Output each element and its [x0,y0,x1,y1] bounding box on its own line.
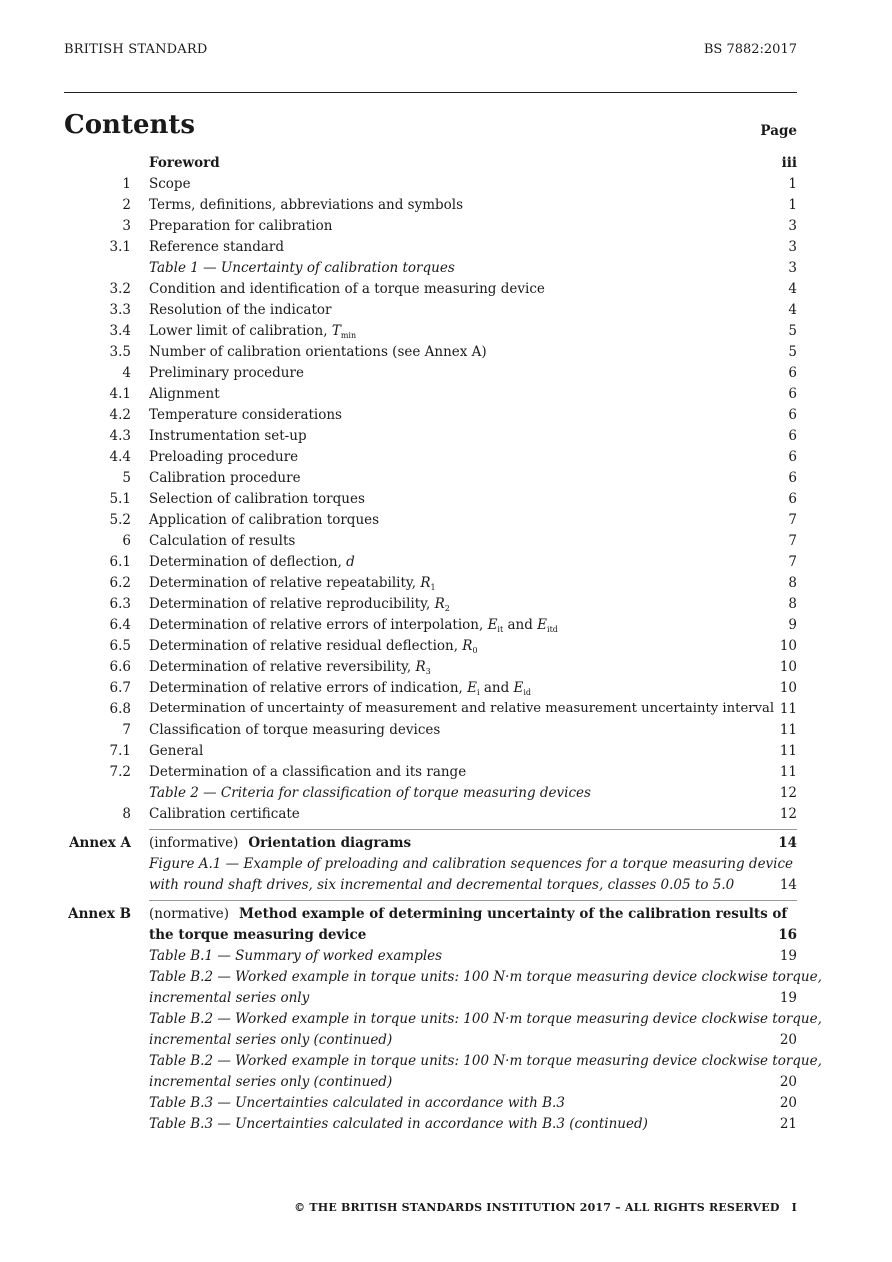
toc-entry-annex-b-continued[interactable] [64,925,797,946]
footer-copyright: © THE BRITISH STANDARDS INSTITUTION 2017 – ALL RIGHTS RESERVED [294,1201,780,1214]
toc-entry-page: 11 [779,701,797,717]
toc-entry-text [149,906,788,922]
toc-entry-page: 19 [779,990,797,1006]
toc-entry-text [149,323,764,340]
toc-entry-7[interactable] [64,720,797,741]
toc-entry-number: 3.1 [109,239,131,255]
annex-divider [149,829,797,830]
toc-entry-foreword[interactable] [64,153,797,174]
toc-entry-table-2[interactable] [64,783,797,804]
footer-page-number: I [791,1201,797,1214]
toc-entry-6-5[interactable] [64,636,797,657]
toc-entry-text: Scope [149,176,191,192]
toc-entry-text: Calculation of results [149,533,296,549]
toc-entry-table-b2-continued[interactable] [64,988,797,1009]
toc-entry-symbol: T [331,323,341,339]
toc-entry-number: 6.6 [109,659,131,675]
toc-entry-text: Preloading procedure [149,449,299,465]
toc-entry-text: incremental series only [149,990,310,1006]
toc-entry-number: 6.2 [109,575,131,591]
toc-entry-page: 6 [788,470,797,486]
toc-entry-6-2[interactable] [64,573,797,594]
toc-entry-page: 16 [778,927,797,943]
toc-entry-page: 12 [779,806,797,822]
toc-entry-text: Table B.3 — Uncertainties calculated in accordance with B.3 (continued) [149,1116,648,1132]
toc-entry-figure-a1[interactable] [64,854,797,875]
toc-entry-symbol: R [415,659,426,675]
annex-title: the torque measuring device [149,927,367,943]
toc-entry-number: 3.5 [109,344,131,360]
toc-entry-text: Table 2 — Criteria for classification of torque measuring devices [149,785,591,801]
toc-entry-text: Terms, definitions, abbreviations and symbols [149,197,464,213]
toc-entry-text: incremental series only (continued) [149,1032,393,1048]
toc-entry-number: 4.3 [109,428,131,444]
toc-entry-number: Annex A [69,835,131,851]
toc-entry-text: Calibration procedure [149,470,301,486]
toc-entry-text: Alignment [149,386,220,402]
toc-entry-page: 6 [788,365,797,381]
toc-entry-6-3[interactable] [64,594,797,615]
toc-entry-page: 1 [788,197,797,213]
toc-entry-number: 7.2 [109,764,131,780]
toc-entry-6-4[interactable] [64,615,797,636]
toc-entry-page: 5 [788,344,797,360]
toc-entry-text [149,659,764,676]
toc-entry-number: 5.1 [109,491,131,507]
toc-entry-subscript-2: itd [547,625,558,634]
toc-entry-symbol: R [434,596,445,612]
toc-entry-number: 6.8 [109,701,131,717]
toc-entry-4-4[interactable] [64,447,797,468]
toc-entry-number: 6.3 [109,596,131,612]
toc-entry-table-b2-cont-1[interactable] [64,1009,822,1030]
toc-entry-table-b2-cont-2[interactable] [64,1051,822,1072]
toc-entry-text-main: Determination of relative repeatability, [149,575,421,591]
toc-entry-text [149,638,764,655]
toc-entry-page: 6 [788,407,797,423]
toc-entry-number: 7.1 [109,743,131,759]
toc-entry-table-b3[interactable] [64,1093,797,1114]
toc-entry-text: Table B.2 — Worked example in torque units: 100 N·m torque measuring device clockwise torque, [149,969,822,985]
toc-entry-page: 9 [788,617,797,633]
toc-entry-page: 11 [779,764,797,780]
toc-entry-symbol: E [467,680,477,696]
toc-entry-8[interactable] [64,804,797,825]
toc-entry-number: 8 [122,806,131,822]
toc-entry-subscript: 1 [430,583,436,592]
toc-entry-text: Foreword [149,155,220,171]
toc-entry-table-1[interactable] [64,258,797,279]
toc-entry-conjunction: and [479,680,514,696]
toc-entry-5-2[interactable] [64,510,797,531]
toc-entry-4-2[interactable] [64,405,797,426]
toc-entry-text: Figure A.1 — Example of preloading and calibration sequences for a torque measuring device [149,856,794,872]
toc-entry-text: Selection of calibration torques [149,491,365,507]
toc-entry-text: General [149,743,204,759]
toc-entry-annex-a[interactable] [64,833,797,854]
toc-entry-page: 14 [779,877,797,893]
toc-entry-page: 14 [778,835,797,851]
header-rule [64,92,797,93]
toc-entry-table-b1[interactable] [64,946,797,967]
annex-title: Method example of determining uncertainty of the calibration results of [239,906,788,922]
toc-entry-symbol-2: E [513,680,524,696]
toc-entry-text: Application of calibration torques [149,512,380,528]
toc-entry-subscript: 2 [444,604,450,613]
toc-entry-number: 6.1 [109,554,131,570]
toc-entry-table-b3-continued[interactable] [64,1114,797,1135]
toc-entry-page: iii [781,155,797,171]
toc-entry-number: 3.2 [109,281,131,297]
toc-entry-conjunction: and [503,617,538,633]
toc-entry-5[interactable] [64,468,797,489]
toc-entry-symbol: R [420,575,431,591]
toc-entry-1[interactable] [64,174,797,195]
toc-entry-table-b2[interactable] [64,967,822,988]
toc-entry-text: Condition and identification of a torque measuring device [149,281,545,297]
toc-entry-text [149,575,764,592]
toc-entry-page: 10 [779,659,797,675]
toc-entry-text: Table B.1 — Summary of worked examples [149,948,443,964]
toc-entry-page: 6 [788,386,797,402]
toc-entry-page: 6 [788,449,797,465]
toc-entry-text: Table B.2 — Worked example in torque units: 100 N·m torque measuring device clockwise torque, [149,1053,822,1069]
toc-entry-3-1[interactable] [64,237,797,258]
toc-entry-subscript: it [497,625,504,634]
toc-entry-subscript: min [340,331,357,340]
toc-entry-page: 1 [788,176,797,192]
toc-entry-number: 4.2 [109,407,131,423]
toc-entry-number: 2 [122,197,131,213]
toc-entry-page: 7 [788,533,797,549]
toc-entry-text [149,927,764,943]
toc-entry-7-1[interactable] [64,741,797,762]
toc-entry-page: 12 [779,785,797,801]
annex-type: (informative) [149,835,239,851]
toc-entry-number: 5.2 [109,512,131,528]
toc-entry-page: 20 [779,1095,797,1111]
toc-entry-page: 20 [779,1032,797,1048]
toc-entry-6-7[interactable] [64,678,797,699]
toc-entry-text: Temperature considerations [149,407,342,423]
toc-entry-number: 3.4 [109,323,131,339]
toc-entry-subscript: 0 [472,646,478,655]
toc-entry-number: 6.7 [109,680,131,696]
toc-entry-5-1[interactable] [64,489,797,510]
toc-entry-text-main: Determination of relative errors of indication, [149,680,468,696]
toc-entry-number: 4.1 [109,386,131,402]
toc-entry-7-2[interactable] [64,762,797,783]
toc-entry-text: Determination of a classification and its range [149,764,467,780]
page-title: Contents [64,110,196,140]
toc-entry-6-6[interactable] [64,657,797,678]
toc-entry-text [149,835,764,851]
toc-entry-annex-b[interactable] [64,904,797,925]
toc-entry-page: 11 [779,722,797,738]
toc-entry-text-main: Lower limit of calibration, [149,323,332,339]
toc-entry-text: Table B.2 — Worked example in torque units: 100 N·m torque measuring device clockwise torque, [149,1011,822,1027]
toc-entry-2[interactable] [64,195,797,216]
toc-entry-page: 19 [779,948,797,964]
toc-entry-text: with round shaft drives, six incremental and decremental torques, classes 0.05 to 5.0 [149,877,735,893]
toc-entry-symbol: R [462,638,473,654]
toc-entry-page: 10 [779,680,797,696]
toc-entry-number: 7 [122,722,131,738]
toc-entry-subscript-2: id [523,688,532,697]
toc-entry-text: Preliminary procedure [149,365,304,381]
toc-entry-text [149,680,764,697]
header-document-number: BS 7882:2017 [703,42,797,57]
toc-entry-number: 5 [122,470,131,486]
toc-entry-6[interactable] [64,531,797,552]
toc-entry-page: 6 [788,428,797,444]
toc-entry-text-main: Determination of relative reproducibility, [149,596,435,612]
toc-entry-text: Instrumentation set-up [149,428,307,444]
toc-entry-page: 3 [788,218,797,234]
toc-entry-page: 3 [788,239,797,255]
toc-entry-number: 3.3 [109,302,131,318]
toc-entry-page: 8 [788,596,797,612]
toc-entry-text [149,617,764,634]
toc-entry-text: Resolution of the indicator [149,302,332,318]
toc-entry-text: Classification of torque measuring devices [149,722,441,738]
toc-entry-text: Preparation for calibration [149,218,333,234]
toc-entry-page: 8 [788,575,797,591]
toc-entry-4-3[interactable] [64,426,797,447]
toc-entry-number: 4.4 [109,449,131,465]
toc-entry-symbol: d [346,554,355,570]
toc-entry-text: Determination of uncertainty of measurement and relative measurement uncertainty interval [149,701,775,716]
toc-entry-text-main: Determination of deflection, [149,554,347,570]
toc-entry-number: 6.4 [109,617,131,633]
toc-entry-page: 5 [788,323,797,339]
toc-entry-text: Table 1 — Uncertainty of calibration torques [149,260,455,276]
toc-entry-symbol-2: E [537,617,548,633]
toc-entry-number: 6.5 [109,638,131,654]
toc-entry-number: 3 [122,218,131,234]
toc-entry-page: 11 [779,743,797,759]
toc-entry-text: Table B.3 — Uncertainties calculated in accordance with B.3 [149,1095,565,1111]
toc-entry-figure-a1-continued[interactable] [64,875,797,896]
toc-entry-table-b2-cont-1-line-2[interactable] [64,1030,797,1051]
toc-entry-text-main: Determination of relative residual deflection, [149,638,463,654]
toc-entry-6-1[interactable] [64,552,797,573]
toc-entry-page: 4 [788,281,797,297]
toc-entry-text [149,554,764,570]
toc-entry-number: Annex B [68,906,131,922]
toc-entry-subscript: 3 [425,667,431,676]
toc-entry-number: 6 [122,533,131,549]
toc-entry-symbol: E [487,617,498,633]
toc-entry-page: 4 [788,302,797,318]
toc-entry-4[interactable] [64,363,797,384]
toc-entry-3-5[interactable] [64,342,797,363]
toc-entry-text-main: Determination of relative reversibility, [149,659,416,675]
toc-entry-text: incremental series only (continued) [149,1074,393,1090]
toc-entry-text: Reference standard [149,239,284,255]
toc-entry-page: 20 [779,1074,797,1090]
table-of-contents [64,153,822,1135]
header-standard-label: BRITISH STANDARD [64,42,208,57]
toc-entry-page: 21 [779,1116,797,1132]
toc-entry-page: 10 [779,638,797,654]
toc-entry-3-3[interactable] [64,300,797,321]
toc-entry-3-4[interactable] [64,321,797,342]
toc-entry-number: 4 [122,365,131,381]
toc-entry-4-1[interactable] [64,384,797,405]
toc-entry-subscript: i [476,688,480,697]
annex-type: (normative) [149,906,230,922]
toc-entry-3[interactable] [64,216,797,237]
toc-entry-text: Number of calibration orientations (see Annex A) [149,344,487,360]
annex-divider [149,900,797,901]
page-footer [294,1201,797,1214]
toc-entry-text: Calibration certificate [149,806,300,822]
annex-title: Orientation diagrams [248,835,412,851]
toc-entry-page: 7 [788,554,797,570]
toc-entry-6-8[interactable] [64,699,797,720]
toc-entry-3-2[interactable] [64,279,797,300]
toc-entry-number: 1 [122,176,131,192]
toc-entry-page: 3 [788,260,797,276]
toc-entry-page: 6 [788,491,797,507]
toc-entry-table-b2-cont-2-line-2[interactable] [64,1072,797,1093]
toc-entry-text-main: Determination of relative errors of interpolation, [149,617,488,633]
toc-entry-page: 7 [788,512,797,528]
page-column-heading: Page [760,123,797,139]
toc-entry-text [149,596,764,613]
